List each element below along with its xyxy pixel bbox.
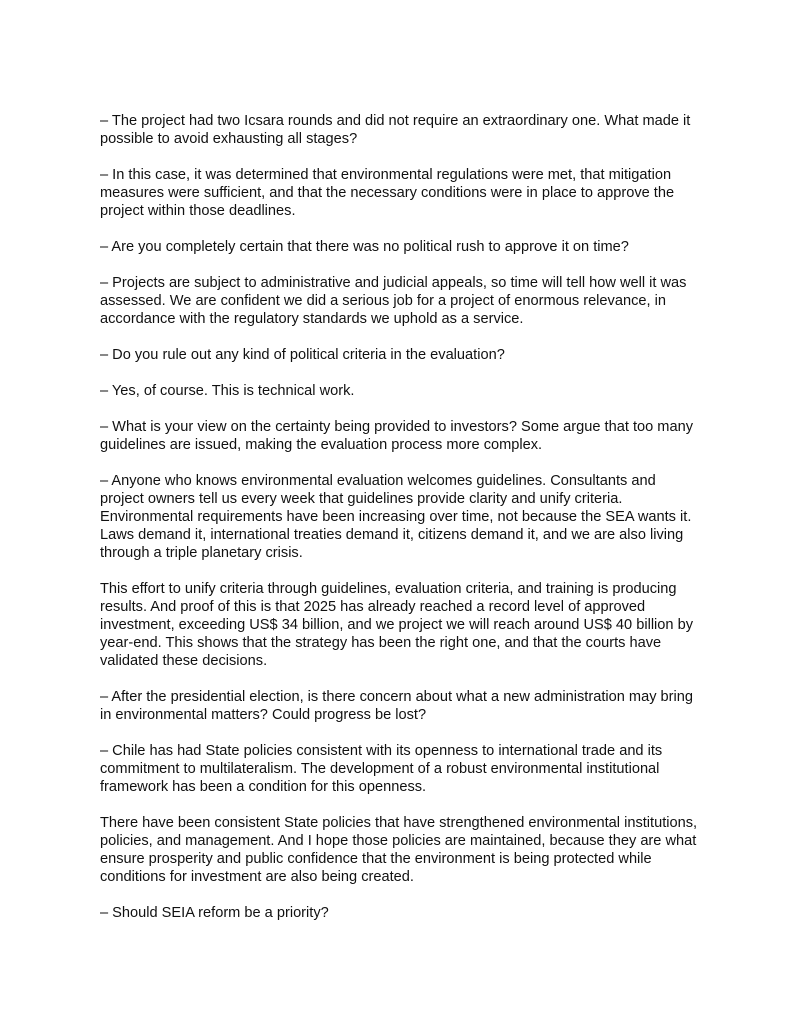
paragraph-answer-appeals: – Projects are subject to administrative and judicial appeals, so time will tell how well it was assessed. We are confident we did a serious job for a project of enormous relevance, in accordance with the regulatory standards we uphold as a service. [100, 275, 687, 327]
paragraph-question-icsara-rounds: – The project had two Icsara rounds and did not require an extraordinary one. What made it possible to avoid exhausting all stages? [100, 113, 691, 147]
paragraph-answer-regulations-met: – In this case, it was determined that environmental regulations were met, that mitigation measures were sufficient, and that the necessary conditions were in place to approve the project within those deadlines. [100, 167, 675, 219]
paragraph-answer-investment-record: This effort to unify criteria through guidelines, evaluation criteria, and training is producing results. And proof of this is that 2025 has already reached a record level of approved investment, exceeding US$ 34 billion, and we project we will reach around US$ 40 billion by year-end. This shows that the strategy has been the right one, and that the courts have validated these decisions. [100, 581, 693, 669]
paragraph-answer-consistent-policies: There have been consistent State policies that have strengthened environmental institutions, policies, and management. And I hope those policies are maintained, because they are what ensure prosperity and public confidence that the environment is being protected while conditions for investment are also being created. [100, 815, 698, 885]
paragraph-question-new-administration: – After the presidential election, is there concern about what a new administration may bring in environmental matters? Could progress be lost? [100, 689, 693, 723]
paragraph-answer-guidelines: – Anyone who knows environmental evaluation welcomes guidelines. Consultants and project owners tell us every week that guidelines provide clarity and unify criteria. Environmental requirements have been increasing over time, not because the SEA wants it. Laws demand it, international treaties demand it, citizens demand it, and we are also living through a triple planetary crisis. [100, 473, 692, 561]
paragraph-question-seia-reform: – Should SEIA reform be a priority? [100, 905, 329, 921]
paragraph-answer-state-policies: – Chile has had State policies consistent with its openness to international trade and its commitment to multilateralism. The development of a robust environmental institutional framework has been a condition for this openness. [100, 743, 663, 795]
paragraph-question-political-rush: – Are you completely certain that there was no political rush to approve it on time? [100, 239, 629, 255]
paragraph-question-investor-certainty: – What is your view on the certainty being provided to investors? Some argue that too many guidelines are issued, making the evaluation process more complex. [100, 419, 693, 453]
paragraph-answer-technical-work: – Yes, of course. This is technical work. [100, 383, 355, 399]
document-body [100, 112, 700, 940]
paragraph-question-political-criteria: – Do you rule out any kind of political criteria in the evaluation? [100, 347, 505, 363]
